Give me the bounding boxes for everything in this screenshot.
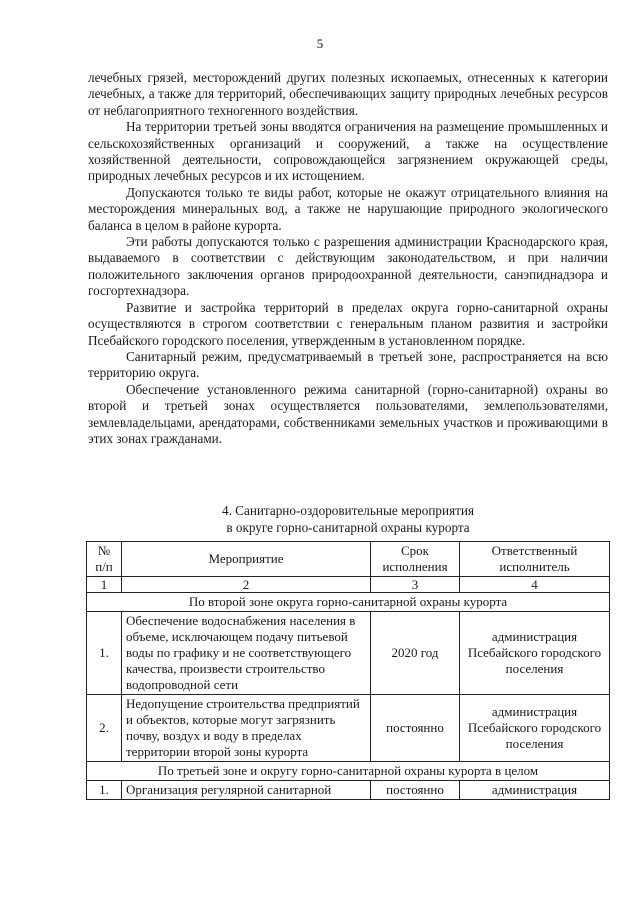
column-number: 4 [460, 577, 610, 593]
row-num: 1. [87, 781, 122, 800]
column-number-row [87, 577, 610, 593]
page-number: 5 [316, 36, 324, 51]
zone2-heading-row [87, 593, 610, 612]
table-row [87, 695, 610, 762]
paragraph: лечебных грязей, месторождений других полезных ископаемых, отнесенных к категории лечебных, а также для территорий, обеспечивающих защиту природных лечебных ресурсов от неблагоприятного техногенного воздействия. [88, 70, 608, 118]
paragraph: Допускаются только те виды работ, которые не окажут отрицательного влияния на месторождения минеральных вод, а также не нарушающие природного экологического баланса в целом в районе курорта. [88, 184, 608, 233]
paragraph: Эти работы допускаются только с разрешения администрации Краснодарского края, выдаваемого в соответствии с действующим законодательством, и при наличии положительного заключения органов природоохранной деятельности, санэпиднадзора и госгортехнадзора. [88, 234, 608, 299]
table-row [87, 781, 610, 800]
zone3-heading: По третьей зоне и округу горно-санитарной охраны курорта в целом [87, 762, 610, 781]
column-number: 1 [87, 577, 122, 593]
column-number: 2 [122, 577, 371, 593]
section-title [88, 503, 608, 536]
row-responsible: администрация Псебайского городского поселения [460, 612, 610, 695]
row-measure: Организация регулярной санитарной [122, 781, 371, 800]
row-num: 1. [87, 612, 122, 695]
row-responsible: администрация [460, 781, 610, 800]
header-measure: Мероприятие [122, 542, 371, 577]
paragraph: Обеспечение установленного режима санитарной (горно-санитарной) охраны во второй и третьей зонах осуществляется пользователями, землепользователями, землевладельцами, арендаторами, собственниками земельных участков и проживающими в этих зонах гражданами. [88, 381, 608, 446]
row-term: 2020 год [371, 612, 460, 695]
row-num: 2. [87, 695, 122, 762]
header-term: Срок исполнения [371, 542, 460, 577]
header-responsible: Ответственный исполнитель [460, 542, 610, 577]
zone2-heading: По второй зоне округа горно-санитарной охраны курорта [87, 593, 610, 612]
zone3-heading-row [87, 762, 610, 781]
row-term: постоянно [371, 781, 460, 800]
paragraph: Санитарный режим, предусматриваемый в третьей зоне, распространяется на всю территорию округа. [88, 348, 608, 381]
header-num: № п/п [87, 542, 122, 577]
row-responsible: администрация Псебайского городского поселения [460, 695, 610, 762]
section-title-line: в округе горно-санитарной охраны курорта [226, 519, 470, 535]
row-term: постоянно [371, 695, 460, 762]
body-text [88, 70, 608, 447]
paragraph: На территории третьей зоны вводятся ограничения на размещение промышленных и сельскохозяйственных организаций и сооружений, а также на осуществление хозяйственной деятельности, сопровождающейся загрязнением окружающей среды, природных лечебных ресурсов и их истощением. [88, 119, 608, 184]
table-header-row [87, 542, 610, 577]
table-row [87, 612, 610, 695]
measures-table [86, 541, 610, 800]
row-measure: Недопущение строительства предприятий и объектов, которые могут загрязнить почву, воздух и воду в пределах территории второй зоны курорта [122, 695, 371, 762]
section-title-line: 4. Санитарно-оздоровительные мероприятия [221, 503, 475, 518]
column-number: 3 [371, 577, 460, 593]
row-measure: Обеспечение водоснабжения населения в объеме, исключающем подачу питьевой воды по графику и не соответствующего качества, произвести строительство водопроводной сети [122, 612, 371, 695]
paragraph: Развитие и застройка территорий в пределах округа горно-санитарной охраны осуществляются в строгом соответствии с генеральным планом развития и застройки Псебайского городского поселения, утвержденным в установленном порядке. [88, 299, 608, 348]
